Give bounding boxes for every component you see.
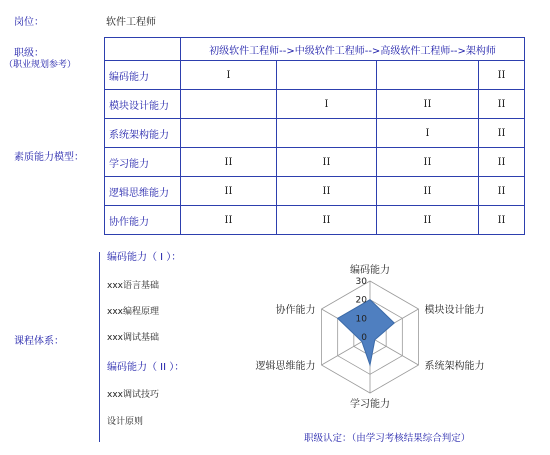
matrix-cell (181, 90, 277, 119)
matrix-row-label: 逻辑思维能力 (105, 177, 181, 206)
matrix-cell: II (181, 206, 277, 235)
job-level-assessment: 职级认定：（由学习考核结果综合判定） (304, 433, 471, 444)
matrix-row (105, 148, 525, 177)
matrix-cell: I (277, 90, 377, 119)
matrix-cell: II (181, 177, 277, 206)
curriculum-label: 课程体系： (14, 336, 64, 347)
position-label: 岗位： (14, 17, 44, 28)
curriculum-divider (99, 252, 100, 442)
matrix-cell: I (181, 61, 277, 90)
radar-axis-label: 系统架构能力 (424, 361, 485, 372)
radar-tick-label: 10 (355, 314, 367, 325)
matrix-row (105, 206, 525, 235)
matrix-cell: II (377, 206, 479, 235)
matrix-row (105, 177, 525, 206)
radar-axis-label: 逻辑思维能力 (255, 361, 316, 372)
radar-tick-label: 0 (361, 333, 367, 343)
matrix-row-label: 学习能力 (105, 148, 181, 177)
matrix-cell: II (377, 148, 479, 177)
matrix-row-label: 协作能力 (105, 206, 181, 235)
radar-axis-label: 学习能力 (350, 399, 390, 410)
matrix-cell: II (277, 148, 377, 177)
matrix-cell (277, 61, 377, 90)
matrix-cell: II (479, 206, 525, 235)
radar-tick-label: 20 (355, 295, 367, 306)
matrix-row-label: 系统架构能力 (105, 119, 181, 148)
course-item: xxx编程原理 (107, 307, 159, 317)
matrix-row (105, 119, 525, 148)
matrix-cell: II (479, 148, 525, 177)
course-item: 设计原则 (107, 417, 144, 427)
radar-spoke (370, 337, 418, 365)
competency-model-label: 素质能力模型： (14, 152, 84, 163)
course-heading: 编码能力（ I ）： (107, 252, 182, 263)
matrix-row (105, 61, 525, 90)
matrix-cell: II (377, 90, 479, 119)
matrix-cell (277, 119, 377, 148)
job-level-note: （职业规划参考） (4, 60, 77, 70)
matrix-cell: I (377, 119, 479, 148)
job-level-label: 职级： (14, 48, 44, 59)
matrix-corner (105, 38, 181, 61)
course-heading: 编码能力（ II ）： (107, 362, 185, 373)
radar-axis-label: 编码能力 (350, 265, 390, 276)
matrix-row-label: 编码能力 (105, 61, 181, 90)
matrix-cell: II (479, 61, 525, 90)
matrix-header: 初级软件工程师-->中级软件工程师-->高级软件工程师-->架构师 (181, 38, 525, 61)
radar-tick-label: 30 (355, 277, 367, 287)
radar-axis-label: 协作能力 (275, 305, 316, 316)
matrix-cell: II (479, 119, 525, 148)
matrix-cell: II (277, 206, 377, 235)
matrix-cell (181, 119, 277, 148)
matrix-cell: II (479, 90, 525, 119)
matrix-cell: II (181, 148, 277, 177)
radar-axis-label: 模块设计能力 (424, 305, 485, 316)
matrix-row-label: 模块设计能力 (105, 90, 181, 119)
course-item: xxx调试基础 (107, 333, 159, 343)
matrix-cell (377, 61, 479, 90)
matrix-cell: II (479, 177, 525, 206)
competency-radar-chart (250, 255, 550, 450)
matrix-row (105, 90, 525, 119)
course-item: xxx语言基础 (107, 281, 159, 291)
competency-matrix (104, 37, 525, 235)
matrix-cell: II (377, 177, 479, 206)
matrix-cell: II (277, 177, 377, 206)
course-item: xxx调试技巧 (107, 390, 159, 400)
position-value: 软件工程师 (106, 17, 156, 28)
